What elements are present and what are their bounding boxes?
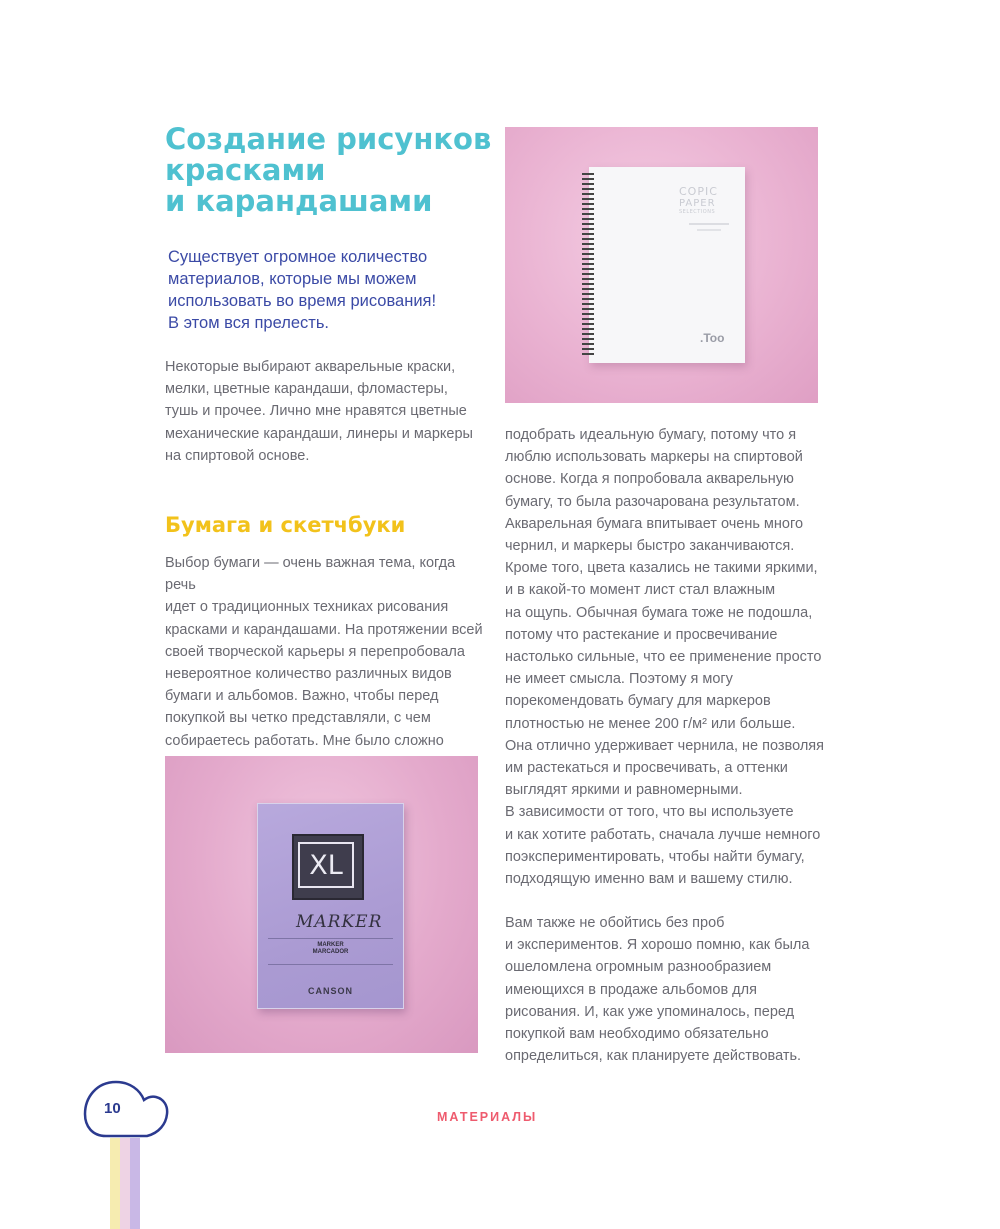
stripe-lilac [130, 1138, 140, 1229]
pad-brand: CANSON [308, 986, 354, 996]
pad-script-title: MARKER [296, 912, 383, 932]
page-number: 10 [104, 1100, 121, 1117]
body-paragraph-2: Выбор бумаги — очень важная тема, когда речь идет о традиционных техниках рисования красками и карандашами. На протяжении всей своей творческой карьеры я перепробовала невероятное количество различных видов бумаги и альбомов. Важно, чтобы перед покупкой вы четко представляли, с чем собираетесь работать. Мне было сложно [165, 555, 483, 749]
notebook-brand-line2: PAPER [679, 198, 716, 209]
cloud-icon [82, 1078, 170, 1140]
pad-label: MARKER MARCADOR [312, 942, 349, 955]
notebook-brand-line1: COPIC [679, 185, 718, 198]
pad-xl-mark: XL [298, 842, 354, 888]
pad-divider [268, 938, 393, 939]
marker-pad [257, 803, 404, 1009]
copic-notebook-photo [505, 127, 818, 403]
notebook-fineprint [689, 223, 729, 225]
canson-pad-photo [165, 756, 478, 1053]
stripe-pink [120, 1138, 130, 1229]
notebook-fineprint [697, 229, 721, 231]
body-paragraph-1: Некоторые выбирают акварельные краски, мелки, цветные карандаши, фломастеры, тушь и прочее. Лично мне нравятся цветные механические карандаши, линеры и маркеры на спиртовой основе. [165, 359, 473, 464]
notebook-brand [679, 185, 739, 215]
notebook-brand-line3: SELECTIONS [679, 209, 716, 215]
notebook-logo: .Too [700, 331, 725, 345]
decorative-stripes [110, 1138, 140, 1229]
stripe-yellow [110, 1138, 120, 1229]
chapter-label: МАТЕРИАЛЫ [437, 1110, 538, 1124]
notebook [589, 167, 745, 363]
spiral-binding [582, 173, 594, 357]
section-title: Создание рисунков красками и карандашами [165, 122, 492, 218]
pad-divider [268, 964, 393, 965]
body-paragraph-3: подобрать идеальную бумагу, потому что я люблю использовать маркеры на спиртовой основе. Когда я попробовала акварельную бумагу, то была разочарована результатом. Акварельная бумага впитывает очень много чернил, и маркеры быстро заканчиваются. Кроме того, цвета казались не такими яркими, и в какой-то момент лист стал влажным на ощупь. Обычная бумага тоже не подошла, потому что растекание и просвечивание настолько сильные, что ее применение просто не имеет смысла. Поэтому я могу порекомендовать бумагу для маркеров плотностью не менее 200 г/м² или больше. Она отлично удерживает чернила, не позволяя им растекаться и просвечивать, а оттенки выглядят яркими и равномерными. В зависимости от того, что вы используете и как хотите работать, сначала лучше немного поэкспериментировать, чтобы найти бумагу, подходящую именно вам и вашему стилю. [505, 427, 824, 888]
subheading: Бумага и скетчбуки [165, 513, 406, 537]
body-paragraph-4: Вам также не обойтись без проб и экспериментов. Я хорошо помню, как была ошеломлена огромным разнообразием имеющихся в продаже альбомов для рисования. И, как уже упоминалось, перед покупкой вам необходимо обязательно определиться, как планируете действовать. [505, 915, 810, 1065]
lead-paragraph: Существует огромное количество материалов, которые мы можем использовать во время рисования! В этом вся прелесть. [168, 248, 437, 332]
